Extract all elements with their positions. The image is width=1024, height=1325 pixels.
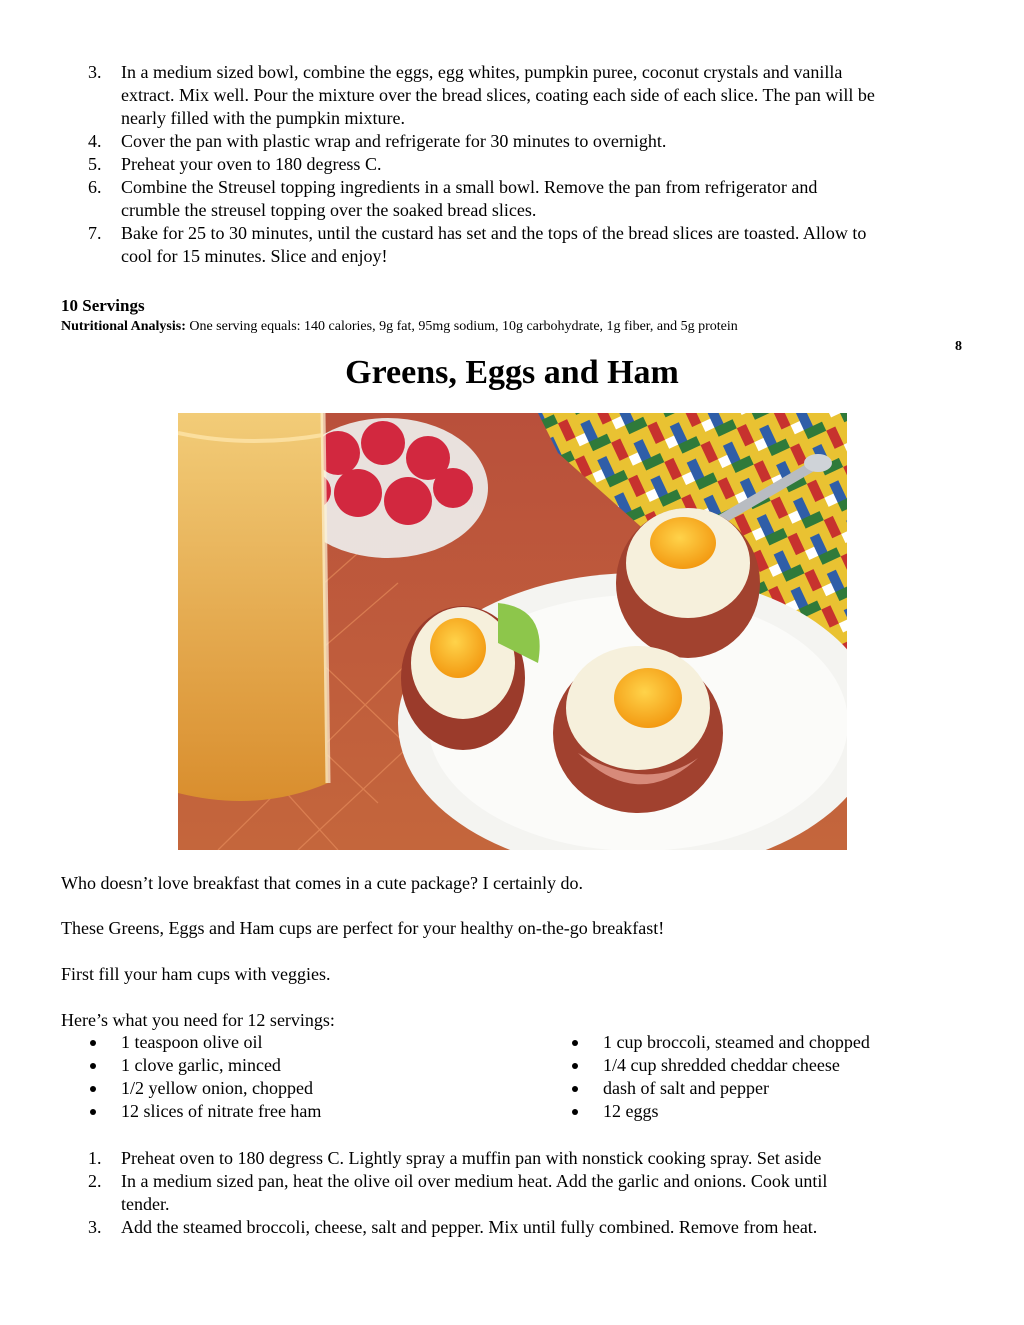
bullet-icon [90, 1040, 96, 1046]
ingredient-text: 1/2 yellow onion, chopped [121, 1078, 313, 1098]
step-item [0, 61, 935, 130]
ingredient-item [572, 1100, 870, 1123]
step-item [0, 1216, 887, 1239]
previous-recipe-steps [0, 61, 935, 268]
nutrition-label: Nutritional Analysis: [61, 319, 186, 334]
step-text-line: Combine the Streusel topping ingredients in a small bowl. Remove the pan from refrigerator and [121, 177, 818, 197]
ingredient-text: 1 clove garlic, minced [121, 1055, 281, 1075]
ingredients-intro: Here’s what you need for 12 servings: [61, 1010, 335, 1030]
ingredient-item [572, 1031, 870, 1054]
intro-paragraph-1: Who doesn’t love breakfast that comes in a cute package? I certainly do. [61, 873, 583, 893]
ingredient-text: 12 slices of nitrate free ham [121, 1101, 322, 1121]
step-text-line: Preheat oven to 180 degress C. Lightly spray a muffin pan with nonstick cooking spray. Set aside [121, 1148, 822, 1168]
step-item [0, 1170, 887, 1216]
step-text-line: cool for 15 minutes. Slice and enjoy! [121, 246, 388, 266]
step-number: 2. [88, 1171, 102, 1191]
step-text-line: crumble the streusel topping over the soaked bread slices. [121, 200, 537, 220]
ingredient-text: dash of salt and pepper [603, 1078, 769, 1098]
intro-paragraph-3: First fill your ham cups with veggies. [61, 964, 331, 984]
bullet-icon [90, 1063, 96, 1069]
step-number: 3. [88, 1217, 102, 1237]
step-text-line: In a medium sized pan, heat the olive oil over medium heat. Add the garlic and onions. Cook until [121, 1171, 828, 1191]
nutrition-line [61, 315, 738, 338]
ingredient-item [90, 1031, 321, 1054]
servings-heading: 10 Servings [61, 296, 145, 315]
recipe-title: Greens, Eggs and Ham [345, 354, 679, 391]
ingredient-item [90, 1100, 321, 1123]
step-text-line: nearly filled with the pumpkin mixture. [121, 108, 405, 128]
ingredient-list [0, 1031, 1024, 1131]
step-text-line: In a medium sized bowl, combine the eggs, egg whites, pumpkin puree, coconut crystals and vanilla [121, 62, 843, 82]
step-number: 3. [88, 62, 102, 82]
bullet-icon [572, 1063, 578, 1069]
step-item [0, 130, 935, 153]
bullet-icon [572, 1040, 578, 1046]
ingredient-text: 12 eggs [603, 1101, 659, 1121]
step-text-line: Cover the pan with plastic wrap and refrigerate for 30 minutes to overnight. [121, 131, 667, 151]
ingredient-item [90, 1054, 321, 1077]
ingredients-left-column [90, 1031, 321, 1123]
ingredient-text: 1/4 cup shredded cheddar cheese [603, 1055, 840, 1075]
ingredients-right-column [572, 1031, 870, 1123]
step-item [0, 1147, 887, 1170]
step-text-line: Bake for 25 to 30 minutes, until the custard has set and the tops of the bread slices are toasted. Allow to [121, 223, 867, 243]
step-number: 5. [88, 154, 102, 174]
ingredient-item [572, 1077, 870, 1100]
bullet-icon [572, 1086, 578, 1092]
step-item [0, 153, 935, 176]
step-item [0, 176, 935, 222]
ingredient-item [90, 1077, 321, 1100]
recipe-photo [178, 413, 847, 850]
step-text-line: Preheat your oven to 180 degress C. [121, 154, 382, 174]
nutrition-text: One serving equals: 140 calories, 9g fat, 95mg sodium, 10g carbohydrate, 1g fiber, and 5g protein [185, 319, 738, 334]
ingredient-text: 1 teaspoon olive oil [121, 1032, 263, 1052]
recipe-steps [0, 1147, 887, 1239]
step-number: 7. [88, 223, 102, 243]
intro-paragraph-2: These Greens, Eggs and Ham cups are perfect for your healthy on-the-go breakfast! [61, 918, 665, 938]
bullet-icon [90, 1086, 96, 1092]
step-number: 6. [88, 177, 102, 197]
step-number: 1. [88, 1148, 102, 1168]
step-item [0, 222, 935, 268]
step-text-line: tender. [121, 1194, 170, 1214]
ingredient-item [572, 1054, 870, 1077]
bullet-icon [572, 1109, 578, 1115]
bullet-icon [90, 1109, 96, 1115]
ingredient-text: 1 cup broccoli, steamed and chopped [603, 1032, 870, 1052]
step-number: 4. [88, 131, 102, 151]
step-text-line: Add the steamed broccoli, cheese, salt and pepper. Mix until fully combined. Remove from heat. [121, 1217, 818, 1237]
step-text-line: extract. Mix well. Pour the mixture over the bread slices, coating each side of each slice. The pan will be [121, 85, 875, 105]
page-number: 8 [955, 339, 962, 354]
